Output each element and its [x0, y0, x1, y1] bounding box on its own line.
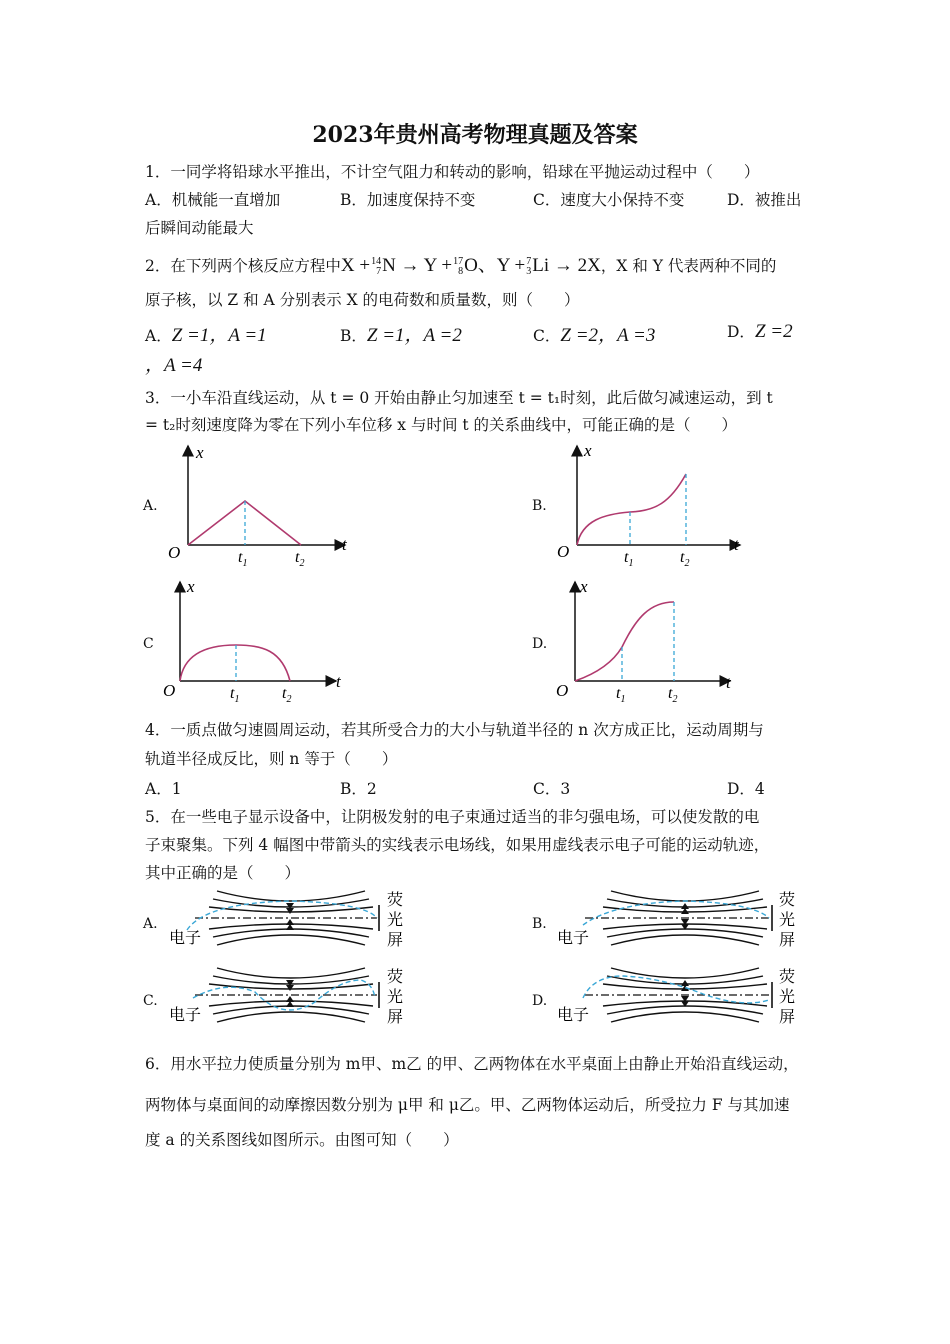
- q2-lead: 2．在下列两个核反应方程中: [145, 257, 341, 275]
- axis-x-label: x: [580, 577, 588, 596]
- t2-label: $t_2$: [668, 685, 678, 704]
- screen-label-3: 屏: [387, 1009, 404, 1026]
- q5-line3: 其中正确的是（ ）: [145, 864, 301, 882]
- q3-graph-b: [550, 438, 750, 568]
- q5-diagram-d: [553, 962, 803, 1032]
- q3-line1: 3．一小车沿直线运动，从 t = 0 开始由静止匀加速至 t = t₁时刻，此后做匀减速运动，到 t: [145, 389, 773, 407]
- q1-stem: 1．一同学将铅球水平推出，不计空气阻力和转动的影响，铅球在平抛运动过程中（ ）: [145, 163, 760, 181]
- q1-option-b: B．加速度保持不变: [340, 191, 476, 209]
- axis-t-label: t: [734, 535, 739, 554]
- x-t-curve: [577, 474, 686, 545]
- screen-label-1: 荧: [779, 892, 796, 909]
- q6-line2: 两物体与桌面间的动摩擦因数分别为 μ甲 和 μ乙。甲、乙两物体运动后，所受拉力 F 与其加速: [145, 1096, 790, 1114]
- electron-trajectory: [187, 901, 377, 930]
- q5-diagram-a: [165, 885, 415, 955]
- q2-option-b: B．Z =1，A =2: [340, 325, 462, 346]
- q4-line2: 轨道半径成反比，则 n 等于（ ）: [145, 750, 398, 768]
- q1-option-d-continued: 后瞬间动能最大: [145, 219, 254, 237]
- q2-option-a: A．Z =1，A =1: [145, 325, 267, 346]
- q3-label-a: A.: [143, 498, 158, 514]
- t1-label: $t_1$: [624, 549, 634, 568]
- q6-line1: 6．用水平拉力使质量分别为 m甲、m乙 的甲、乙两物体在水平桌面上由静止开始沿直线运动，: [145, 1055, 799, 1073]
- q3-label-c: C: [143, 636, 154, 652]
- q4-line1: 4．一质点做匀速圆周运动，若其所受合力的大小与轨道半径的 n 次方成正比，运动周期与: [145, 721, 764, 739]
- t1-label: $t_1$: [238, 549, 248, 568]
- q2-line1: [145, 250, 776, 277]
- q5-label-a: A.: [143, 916, 158, 932]
- electron-label: 电子: [557, 930, 590, 947]
- electron-trajectory: [583, 901, 769, 925]
- electron-label: 电子: [557, 1007, 590, 1024]
- q4-option-d: D．4: [727, 780, 765, 798]
- axis-t-label: t: [336, 672, 341, 691]
- q3-graph-d: [550, 574, 750, 704]
- q4-option-b: B．2: [340, 780, 377, 798]
- q5-label-c: C.: [143, 993, 158, 1009]
- q5-label-d: D.: [532, 993, 548, 1009]
- q3-label-b: B.: [532, 498, 547, 514]
- q3-graph-c: [160, 574, 360, 704]
- q5-diagram-b: [553, 885, 803, 955]
- screen-label-3: 屏: [779, 932, 796, 949]
- q2-equation: X +14 7N → Y +17 8O、Y +7 3Li → 2X: [340, 255, 601, 277]
- q2-option-d-continued: ，A =4: [145, 355, 203, 376]
- axis-t-label: t: [726, 673, 731, 692]
- t1-label: $t_1$: [616, 685, 626, 704]
- q1-option-d: D．被推出: [727, 191, 802, 209]
- screen-label-2: 光: [387, 912, 404, 929]
- screen-label-1: 荧: [779, 969, 796, 986]
- q1-option-c: C．速度大小保持不变: [533, 191, 685, 209]
- electron-label: 电子: [169, 930, 202, 947]
- q4-option-c: C．3: [533, 780, 571, 798]
- q4-option-a: A．1: [145, 780, 182, 798]
- q6-line3: 度 a 的关系图线如图所示。由图可知（ ）: [145, 1131, 459, 1149]
- q5-diagram-c: [165, 962, 415, 1032]
- screen-label-3: 屏: [779, 1009, 796, 1026]
- screen-label-1: 荧: [387, 969, 404, 986]
- q5-line1: 5．在一些电子显示设备中，让阴极发射的电子束通过适当的非匀强电场，可以使发散的电: [145, 808, 760, 826]
- q5-line2: 子束聚集。下列 4 幅图中带箭头的实线表示电场线，如果用虚线表示电子可能的运动轨迹，: [145, 836, 770, 854]
- q2-option-c: C．Z =2，A =3: [533, 325, 656, 346]
- screen-label-2: 光: [779, 912, 796, 929]
- q2-tail: ，X 和 Y 代表两种不同的: [600, 257, 777, 275]
- page-title: 2023年贵州高考物理真题及答案: [312, 122, 638, 148]
- screen-label-2: 光: [387, 989, 404, 1006]
- origin-label: O: [557, 542, 570, 561]
- x-t-curve: [575, 602, 674, 681]
- t2-label: $t_2$: [295, 549, 305, 568]
- axis-x-label: x: [196, 443, 204, 462]
- screen-label-2: 光: [779, 989, 796, 1006]
- t2-label: $t_2$: [680, 549, 690, 568]
- axis-x-label: x: [584, 441, 592, 460]
- q3-graph-a: [160, 438, 360, 568]
- screen-label-3: 屏: [387, 932, 404, 949]
- q5-label-b: B.: [532, 916, 547, 932]
- q1-option-a: A．机械能一直增加: [145, 191, 281, 209]
- t2-label: $t_2$: [282, 685, 292, 704]
- axis-x-label: x: [187, 577, 195, 596]
- q3-line2: = t₂时刻速度降为零在下列小车位移 x 与时间 t 的关系曲线中，可能正确的是（ ）: [145, 416, 738, 434]
- q3-label-d: D.: [532, 636, 548, 652]
- t1-label: $t_1$: [230, 685, 240, 704]
- q2-line2: 原子核，以 Z 和 A 分别表示 X 的电荷数和质量数，则（ ）: [145, 291, 580, 309]
- screen-label-1: 荧: [387, 892, 404, 909]
- origin-label: O: [163, 681, 176, 700]
- origin-label: O: [556, 681, 569, 700]
- x-t-curve: [180, 645, 290, 681]
- axis-t-label: t: [342, 535, 347, 554]
- origin-label: O: [168, 543, 181, 562]
- electron-label: 电子: [169, 1007, 202, 1024]
- q2-option-d: D．Z =2: [727, 321, 793, 342]
